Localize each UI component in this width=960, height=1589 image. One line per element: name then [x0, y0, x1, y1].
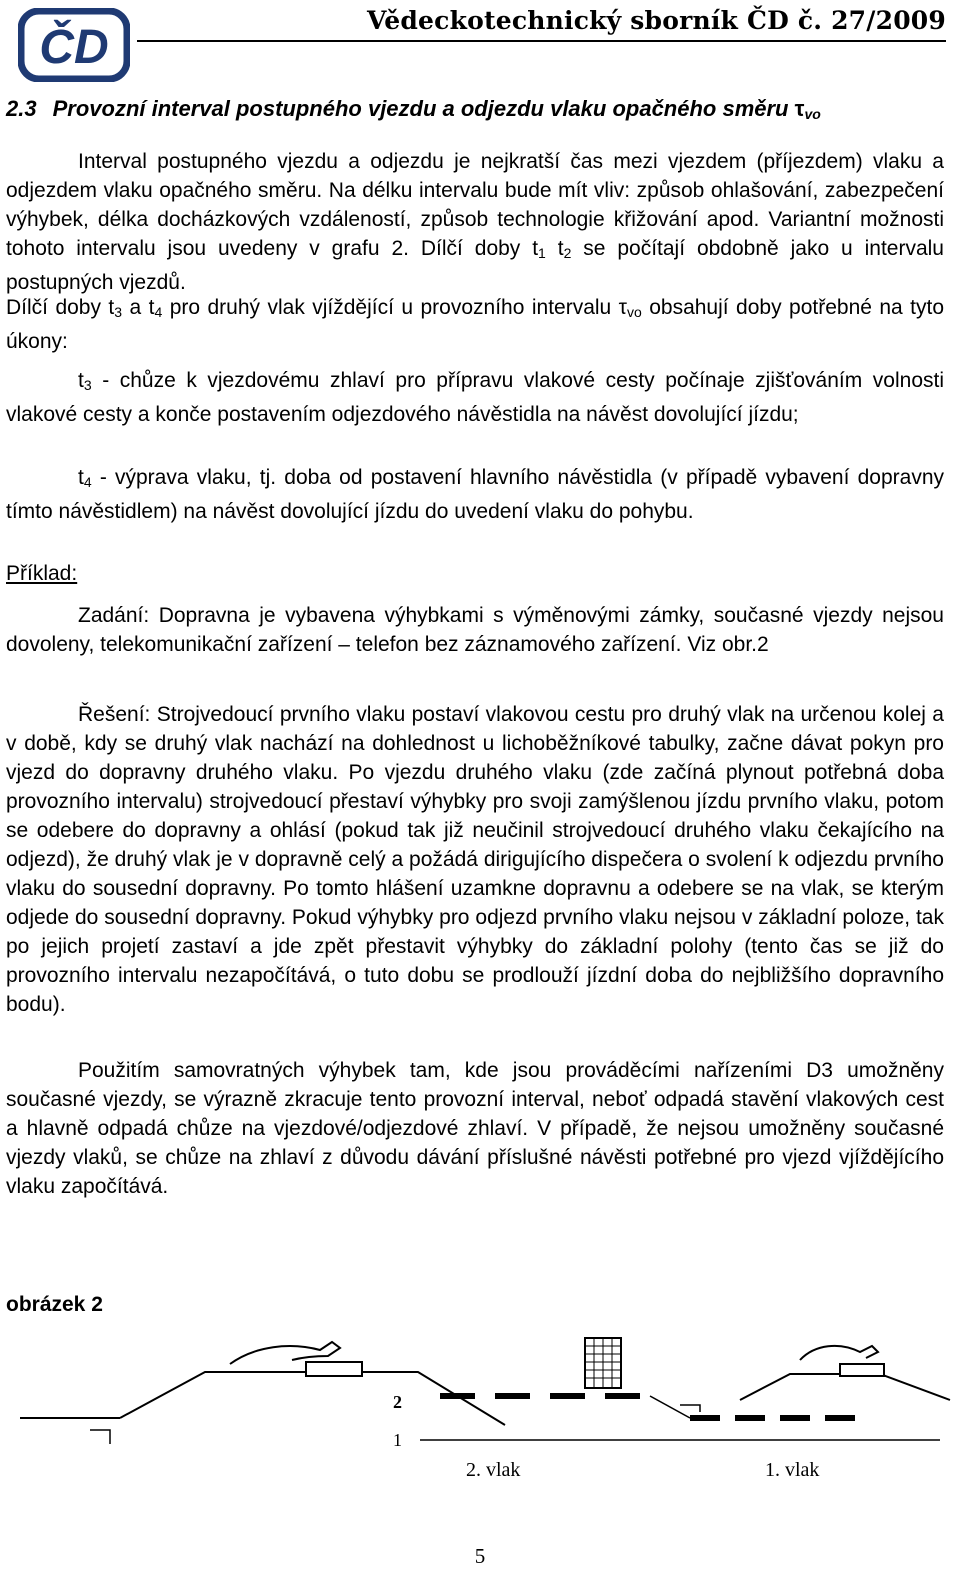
t3-sub: 3 — [83, 377, 92, 393]
t4-sub: 4 — [83, 474, 92, 490]
p2-tau: τ — [618, 296, 627, 319]
p2-d: obsahují doby potřebné na tyto úkony: — [6, 296, 945, 353]
paragraph-partial-times — [6, 293, 944, 356]
p1-sub1: 1 — [538, 245, 546, 261]
track-1-label: 1 — [393, 1430, 402, 1450]
station-building — [20, 1362, 505, 1425]
train-1-label: 1. vlak — [765, 1459, 820, 1481]
page-number: 5 — [474, 1544, 486, 1568]
section-title: Provozní interval postupného vjezdu a odjezdu vlaku opačného směru — [52, 96, 789, 121]
figure-2-diagram — [0, 1330, 960, 1510]
track-2-label: 2 — [393, 1392, 402, 1412]
p2-a: Dílčí doby t — [6, 296, 115, 319]
right-embankment — [740, 1346, 950, 1400]
paragraph-self-returning-switches: Použitím samovratných výhybek tam, kde jsou prováděcími nařízeními D3 umožněny současné vjezdy, se výrazně zkracuje tento provozní interval, neboť odpadá stavění vlakových cest a hlavně odpadá chůze na vjezdové/odjezdové zhlaví. V případě, že nejsou umožněny současné vjezdy vlaků, se chůze na zhlaví z důvodu dávání příslušné návěsti potřebné pro vjezd vjíždějícího vlaku započítává. — [6, 1059, 944, 1198]
t4-symbol: t — [78, 466, 84, 489]
figure-label: obrázek 2 — [6, 1293, 103, 1316]
p1-end: se počítají obdobně jako u intervalu postupných vjezdů. — [6, 237, 944, 294]
trapezoid-board-icon — [585, 1338, 621, 1388]
journal-title: Vědeckotechnický sborník ČD č. 27/2009 — [366, 6, 946, 35]
signal-left-icon — [90, 1430, 110, 1444]
p1-mid: t — [545, 237, 564, 260]
paragraph-assignment: Zadání: Dopravna je vybavena výhybkami s výměnovými zámky, současné vjezdy nejsou dovoleny, telekomunikační zařízení – telefon bez záznamového zařízení. Viz obr.2 — [6, 604, 944, 656]
hand-signal-left-icon — [230, 1342, 340, 1364]
list-item-t3 — [6, 366, 944, 429]
p2-tau-sub: vo — [626, 304, 642, 320]
p1-sub2: 2 — [563, 245, 572, 261]
header-rule — [137, 40, 946, 42]
list-item-t4 — [6, 463, 944, 526]
paragraph-intro — [6, 147, 944, 297]
t3-symbol: t — [78, 369, 84, 392]
train-2-label: 2. vlak — [466, 1459, 521, 1481]
section-heading — [6, 96, 821, 122]
section-number: 2.3 — [6, 96, 37, 121]
cd-logo — [18, 8, 130, 82]
svg-text:ČD: ČD — [39, 21, 109, 74]
p2-c: pro druhý vlak vjíždějící u provozního intervalu — [162, 296, 619, 319]
t4-text: - výprava vlaku, tj. doba od postavení hlavního návěstidla (v případě vybavení dopravny tímto návěstidlem) na návěst dovolující jízdu do uvedení vlaku do pohybu. — [6, 466, 944, 523]
section-symbol: τ — [794, 96, 805, 121]
p2-b: a t — [122, 296, 155, 319]
section-symbol-sub: vo — [804, 106, 821, 122]
example-label: Příklad: — [6, 562, 78, 585]
t3-text: - chůze k vjezdovému zhlaví pro přípravu vlakové cesty počínaje zjišťováním volnosti vlakové cesty a konče postavením odjezdového návěstidla na návěst dovolující jízdu; — [6, 369, 944, 426]
p2-sub3: 3 — [114, 304, 123, 320]
p2-sub4: 4 — [154, 304, 163, 320]
switch — [650, 1396, 690, 1418]
p1-text: Interval postupného vjezdu a odjezdu je nejkratší čas mezi vjezdem (příjezdem) vlaku a odjezdem vlaku opačného směru. Na délku intervalu bude mít vliv: způsob ohlašování, zabezpečení výhybek, délka docházkových vzdáleností, způsob technologie křižování apod. Variantní možnosti tohoto intervalu jsou uvedeny v grafu 2. Dílčí doby t — [6, 150, 944, 260]
paragraph-solution: Řešení: Strojvedoucí prvního vlaku postaví vlakovou cestu pro druhý vlak na určenou kolej a v době, kdy se druhý vlak nachází na dohlednost u lichoběžníkové tabulky, začne dávat pokyn pro vjezd do dopravny druhého vlaku. Po vjezdu druhého vlaku (zde začíná plynout potřebná doba provozního intervalu) strojvedoucí přestaví výhybky pro svoji zamýšlenou jízdu prvního vlaku, potom se odebere do dopravny a ohlásí (pokud tak již neučinil strojvedoucí druhého vlaku čekajícího na odjezd), že druhý vlak je v dopravně celý a požádá dirigujícího dispečera o svolení k odjezdu prvního vlaku do sousední dopravny. Po tomto hlášení uzamkne dopravnu a odebere se na vlak, se kterým odjede do sousední dopravny. Pokud výhybky pro odjezd prvního vlaku nejsou v základní poloze, tak po jejich projetí zastaví a jde zpět přestavit výhybky do základní polohy (tento čas se již do provozního intervalu nezapočítává, o tuto dobu se prodlouží jízdní doba do nejbližšího dopravního bodu). — [6, 703, 944, 1016]
signal-icon — [680, 1405, 700, 1412]
